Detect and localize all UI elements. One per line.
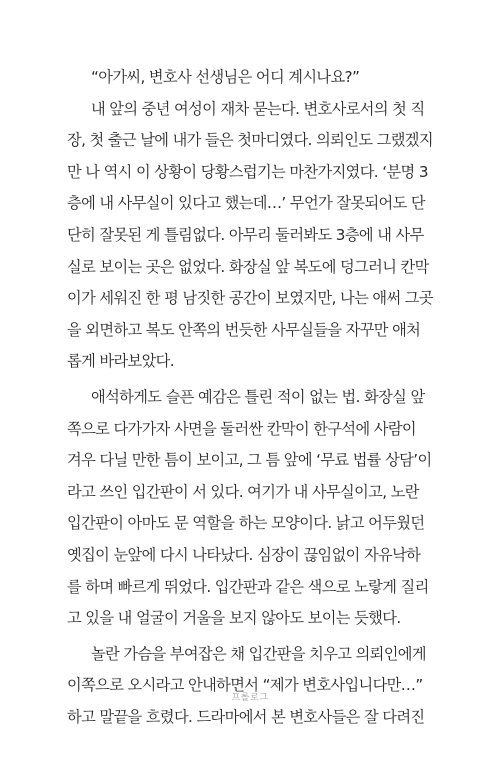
text-line: 놀란 가슴을 부여잡은 채 입간판을 치우고 의뢰인에게 bbox=[91, 644, 426, 663]
text-line: 장, 첫 출근 날에 내가 들은 첫마디였다. 의뢰인도 그랬겠지 bbox=[67, 131, 433, 150]
text-line: “아가씨, 변호사 선생님은 어디 계시나요?” bbox=[91, 68, 360, 86]
text-line: 쪽으로 다가가자 사면을 둘러싼 칸막이 한구석에 사람이 bbox=[67, 419, 417, 438]
body-text bbox=[67, 62, 435, 733]
text-line: 단히 잘못된 게 틀림없다. 아무리 둘러봐도 3층에 내 사무 bbox=[67, 225, 424, 244]
text-line: 을 외면하고 복도 안쪽의 번듯한 사무실들을 자꾸만 애처 bbox=[67, 320, 421, 339]
text-line: 고 있을 내 얼굴이 거울을 보지 않아도 보이는 듯했다. bbox=[67, 609, 401, 628]
text-line: 이가 세워진 한 평 남짓한 공간이 보였지만, 나는 애써 그곳 bbox=[67, 289, 433, 308]
text-line: 라고 쓰인 입간판이 서 있다. 여기가 내 사무실이고, 노란 bbox=[67, 482, 419, 501]
text-line: 이쪽으로 오시라고 안내하면서 “제가 변호사입니다만…” bbox=[67, 676, 423, 695]
text-line: 만 나 역시 이 상황이 당황스럽기는 마찬가지였다. ‘분명 3 bbox=[67, 162, 428, 181]
text-line: 겨우 다닐 만한 틈이 보이고, 그 틈 앞에 ‘무료 법률 상담’이 bbox=[67, 451, 432, 470]
text-line: 애석하게도 슬픈 예감은 틀린 적이 없는 법. 화장실 앞 bbox=[91, 387, 425, 406]
text-line: 층에 내 사무실이 있다고 했는데…’ 무언가 잘못되어도 단 bbox=[67, 194, 425, 213]
text-line: 실로 보이는 곳은 없었다. 화장실 앞 복도에 덩그러니 칸막 bbox=[67, 257, 429, 276]
text-line: 입간판이 아마도 문 역할을 하는 모양이다. 낡고 어두웠던 bbox=[67, 514, 425, 533]
text-line: 하고 말끝을 흐렸다. 드라마에서 본 변호사들은 잘 다려진 bbox=[67, 707, 425, 726]
text-line: 옛집이 눈앞에 다시 나타났다. 심장이 끊임없이 자유낙하 bbox=[67, 545, 421, 564]
text-line: 를 하며 빠르게 뛰었다. 입간판과 같은 색으로 노랗게 질리 bbox=[67, 577, 429, 596]
running-footer: 프롤로그 bbox=[231, 693, 269, 703]
text-line: 내 앞의 중년 여성이 재차 묻는다. 변호사로서의 첫 직 bbox=[91, 99, 425, 118]
text-line: 롭게 바라보았다. bbox=[67, 352, 174, 371]
